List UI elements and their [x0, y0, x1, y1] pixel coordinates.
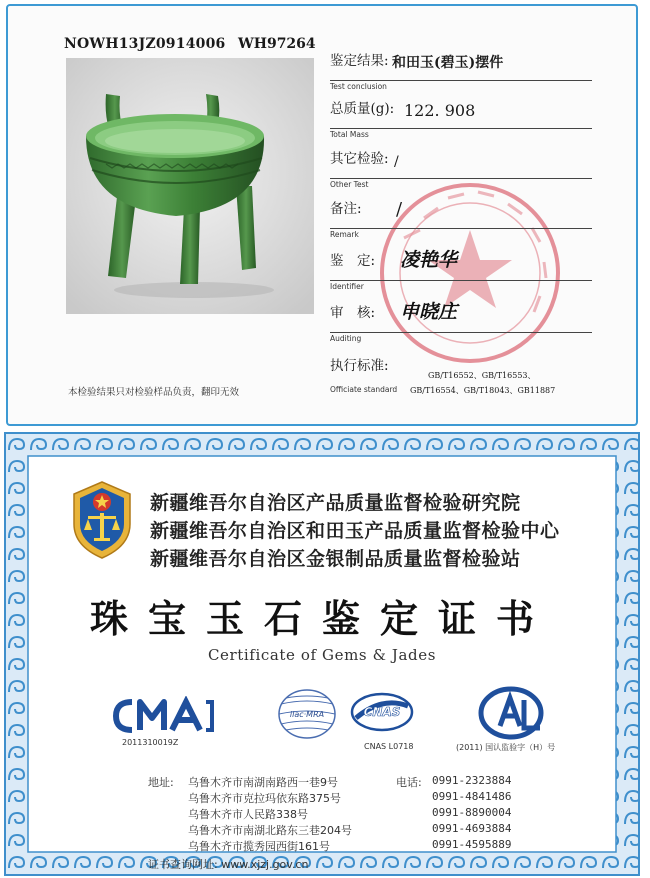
field-label-en: Identifier — [330, 282, 364, 291]
jade-tripod-image — [66, 58, 314, 314]
standards-line-1: GB/T16552、GB/T16553、 — [428, 371, 536, 380]
address-line: 乌鲁木齐市揽秀园西街161号 — [188, 840, 330, 853]
ilac-mra-logo — [276, 686, 338, 742]
certificate-body — [30, 460, 614, 871]
identifier-signature: 凌艳华 — [400, 249, 458, 271]
institute-name-3: 新疆维吾尔自治区金银制品质量监督检验站 — [150, 548, 521, 570]
standards-line-2: GB/T16554、GB/T18043、GB11887 — [410, 386, 556, 395]
svg-text:CNAS: CNAS — [363, 705, 401, 719]
field-conclusion — [330, 50, 592, 91]
field-label-zh: 备注: — [330, 201, 362, 217]
report-number: NOWH13JZ0914006 — [64, 36, 226, 52]
verification-website: 证书查询网址: www.xjzj.gov.cn — [148, 858, 309, 871]
jade-tripod-photo — [66, 58, 314, 314]
phone-number: 0991-4841486 — [432, 790, 512, 803]
address-line: 乌鲁木齐市南湖北路东三巷204号 — [188, 824, 352, 837]
field-label-en: Remark — [330, 230, 359, 239]
cal-logo — [472, 686, 550, 740]
field-standard — [330, 350, 592, 395]
cal-caption: (2011) 国认监验字（H）号 — [456, 743, 556, 752]
institute-name-2: 新疆维吾尔自治区和田玉产品质量监督检验中心 — [150, 520, 560, 542]
field-label-en: Auditing — [330, 334, 362, 343]
phone-number: 0991-8890004 — [432, 806, 512, 819]
field-label-zh: 其它检验: — [330, 151, 389, 167]
report-code: WH97264 — [238, 36, 316, 52]
field-label-en: Test conclusion — [330, 82, 387, 91]
field-identifier — [330, 246, 592, 291]
field-label-zh: 执行标准: — [330, 358, 389, 374]
disclaimer-text: 本检验结果只对检验样品负责，翻印无效 — [68, 387, 240, 398]
field-label-zh: 总质量(g): — [330, 101, 395, 117]
address-line: 乌鲁木齐市人民路338号 — [188, 808, 308, 821]
field-value: / — [394, 154, 399, 170]
cnas-caption: CNAS L0718 — [364, 742, 414, 751]
phone-number: 0991-4595889 — [432, 838, 512, 851]
quality-inspection-emblem — [70, 480, 134, 560]
field-total-mass — [330, 96, 592, 139]
field-value: / — [396, 199, 403, 220]
cma-logo — [112, 696, 216, 736]
field-label-en: Total Mass — [330, 130, 369, 139]
certificate-card — [4, 432, 640, 876]
field-label-en: Other Test — [330, 180, 369, 189]
test-report-card — [6, 4, 638, 426]
auditor-signature: 申晓庄 — [400, 301, 458, 323]
field-auditing — [330, 298, 592, 343]
certificate-subtitle: Certificate of Gems & Jades — [207, 646, 437, 664]
certificate-title: 珠宝玉石鉴定证书 — [89, 596, 554, 641]
field-label-zh: 鉴定结果: — [330, 53, 389, 69]
field-label-zh: 鉴 定: — [330, 253, 376, 269]
field-other-test — [330, 146, 592, 189]
field-label-zh: 审 核: — [330, 305, 376, 321]
svg-text:ilac·MRA: ilac·MRA — [289, 710, 325, 719]
field-value: 122. 908 — [404, 101, 476, 120]
cma-caption: 2011310019Z — [122, 738, 179, 747]
field-remark — [330, 196, 592, 239]
address-label: 地址: — [148, 776, 174, 789]
field-value: 和田玉(碧玉)摆件 — [392, 55, 504, 71]
phone-label: 电话: — [396, 776, 422, 789]
phone-number: 0991-4693884 — [432, 822, 512, 835]
address-line: 乌鲁木齐市克拉玛依东路375号 — [188, 792, 341, 805]
address-line: 乌鲁木齐市南湖南路西一巷9号 — [188, 776, 338, 789]
cnas-logo — [350, 692, 414, 736]
institute-name-1: 新疆维吾尔自治区产品质量监督检验研究院 — [150, 492, 521, 514]
phone-number: 0991-2323884 — [432, 774, 512, 787]
field-label-en: Officiate standard — [330, 385, 398, 394]
